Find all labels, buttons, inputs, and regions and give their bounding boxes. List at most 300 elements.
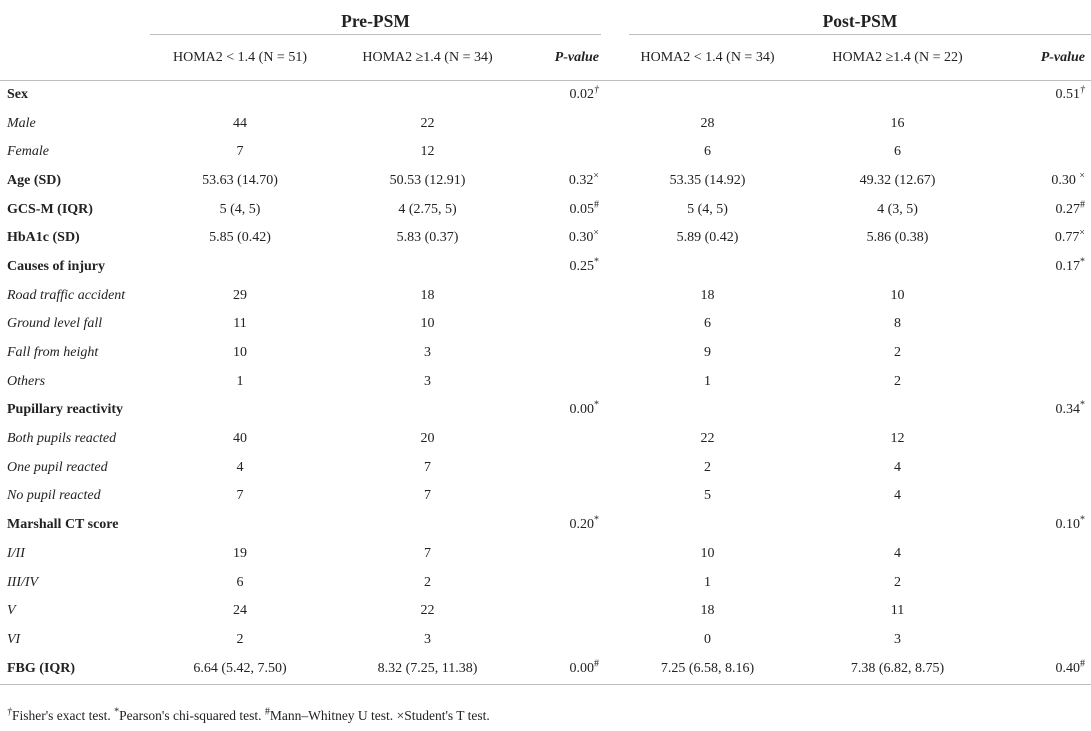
- cell-pre-pvalue: [525, 138, 615, 167]
- cell-pre-low: [150, 310, 330, 339]
- cell-post-low-text: 5 (4, 5): [687, 201, 728, 217]
- cell-post-low-text: 53.35 (14.92): [669, 172, 746, 188]
- cell-pre-low-text: 7: [236, 488, 244, 504]
- cell-post-low: [615, 626, 800, 655]
- cell-post-pvalue: [995, 310, 1091, 339]
- cell-pre-high: [330, 453, 525, 482]
- cell-post-low: [615, 511, 800, 540]
- cell-pre-low: [150, 224, 330, 253]
- cell-pre-low: [150, 367, 330, 396]
- cell-post-low: [615, 367, 800, 396]
- table-footnote: [7, 708, 490, 724]
- row-label: [0, 453, 150, 482]
- cell-post-pvalue: [995, 453, 1091, 482]
- row-label-text: I/II: [7, 545, 25, 561]
- cell-pre-high: [330, 396, 525, 425]
- cell-pre-low-text: 29: [233, 287, 247, 303]
- cell-post-high: [800, 109, 995, 138]
- cell-pre-high-text: 8.32 (7.25, 11.38): [377, 661, 478, 677]
- cell-pre-pvalue: [525, 597, 615, 626]
- cell-pre-low: [150, 138, 330, 167]
- cell-pre-high-text: 5.83 (0.37): [396, 230, 459, 246]
- table-row: [0, 109, 1091, 138]
- cross-mark: ×: [396, 708, 405, 723]
- cell-pre-pvalue: [525, 453, 615, 482]
- test-marker: ×: [593, 227, 599, 239]
- cell-post-low-text: 28: [700, 115, 715, 131]
- cell-post-pvalue: [995, 167, 1091, 196]
- cell-pre-low-text: 53.63 (14.70): [202, 172, 278, 188]
- cell-pre-low: [150, 453, 330, 482]
- cell-pre-pvalue-text: 0.02: [569, 87, 594, 103]
- cell-post-high: [800, 453, 995, 482]
- cell-pre-high-text: 7: [424, 488, 431, 504]
- row-label-text: Female: [7, 144, 49, 160]
- cell-pre-low: [150, 396, 330, 425]
- cell-post-low: [615, 654, 800, 685]
- cell-post-high-text: 8: [894, 316, 901, 332]
- cell-pre-high-text: 12: [420, 144, 435, 160]
- table-row: [0, 281, 1091, 310]
- mann-note: Mann–Whitney U test.: [269, 708, 397, 723]
- cell-pre-high: [330, 654, 525, 685]
- cell-post-low-text: 6: [704, 144, 711, 160]
- row-label: [0, 540, 150, 569]
- table-row: [0, 310, 1091, 339]
- cell-post-low-text: 5: [704, 488, 711, 504]
- cell-post-high-text: 16: [890, 115, 905, 131]
- table-row: [0, 367, 1091, 396]
- cell-post-low: [615, 396, 800, 425]
- cell-post-low: [615, 453, 800, 482]
- row-label: [0, 396, 150, 425]
- cell-pre-pvalue: [525, 253, 615, 282]
- cell-pre-pvalue: [525, 367, 615, 396]
- row-label-text: Sex: [7, 87, 28, 103]
- row-label-text: Causes of injury: [7, 258, 106, 274]
- row-label: [0, 626, 150, 655]
- cell-post-high-text: 7.38 (6.82, 8.75): [850, 661, 945, 677]
- cell-post-low: [615, 81, 800, 110]
- cell-pre-high-text: 4 (2.75, 5): [398, 201, 457, 217]
- row-label: [0, 81, 150, 110]
- cell-post-high: [800, 81, 995, 110]
- cell-pre-high: [330, 339, 525, 368]
- cell-post-high: [800, 654, 995, 685]
- cell-pre-high: [330, 224, 525, 253]
- cell-post-pvalue: [995, 339, 1091, 368]
- group-title-post: Post-PSM: [822, 11, 898, 31]
- table-row: [0, 597, 1091, 626]
- cell-pre-low-text: 7: [236, 144, 244, 160]
- cell-post-pvalue-text: 0.17: [1055, 258, 1081, 274]
- cell-pre-low: [150, 511, 330, 540]
- cell-post-low: [615, 568, 800, 597]
- cell-post-high-text: 49.32 (12.67): [859, 172, 936, 188]
- row-label: [0, 138, 150, 167]
- cell-pre-pvalue: [525, 654, 615, 685]
- cell-pre-pvalue: [525, 425, 615, 454]
- row-label-text: V: [7, 603, 16, 619]
- cell-pre-low: [150, 654, 330, 685]
- cell-pre-high-text: 7: [424, 459, 431, 475]
- cell-post-pvalue: [995, 482, 1091, 511]
- cell-pre-low: [150, 425, 330, 454]
- test-marker: #: [594, 198, 599, 210]
- cell-pre-high: [330, 109, 525, 138]
- row-label-text: III/IV: [7, 574, 39, 590]
- test-marker: #: [1080, 658, 1086, 670]
- cell-post-high: [800, 339, 995, 368]
- row-label-text: Others: [7, 373, 46, 389]
- cell-pre-low-text: 5 (4, 5): [219, 201, 261, 217]
- cell-pre-high-text: 22: [420, 603, 435, 619]
- dagger-mark: †: [7, 706, 12, 718]
- table-row: [0, 425, 1091, 454]
- cell-pre-pvalue: [525, 396, 615, 425]
- cell-pre-pvalue-text: 0.05: [569, 201, 594, 217]
- cell-post-high: [800, 310, 995, 339]
- cell-pre-low-text: 11: [233, 316, 247, 332]
- col-header-post-low: HOMA2 < 1.4 (N = 34): [640, 49, 775, 65]
- cell-post-high-text: 11: [890, 603, 905, 619]
- row-label: [0, 568, 150, 597]
- cell-pre-high: [330, 597, 525, 626]
- cell-pre-low: [150, 195, 330, 224]
- cell-pre-pvalue: [525, 540, 615, 569]
- cell-post-low: [615, 281, 800, 310]
- cell-post-high-text: 12: [890, 431, 905, 447]
- cell-pre-high: [330, 281, 525, 310]
- row-label-text: Road traffic accident: [7, 287, 126, 303]
- cell-post-high-text: 4 (3, 5): [877, 201, 918, 217]
- cell-post-low-text: 9: [704, 345, 711, 361]
- cell-post-low-text: 10: [700, 545, 715, 561]
- cell-pre-high: [330, 367, 525, 396]
- cell-post-high-text: 10: [890, 287, 905, 303]
- cell-post-high: [800, 396, 995, 425]
- test-marker: †: [1080, 84, 1086, 96]
- cell-pre-low: [150, 167, 330, 196]
- cell-post-pvalue-text: 0.40: [1055, 661, 1081, 677]
- cell-post-high: [800, 195, 995, 224]
- cell-pre-high: [330, 540, 525, 569]
- test-marker: *: [594, 514, 599, 526]
- cell-pre-low: [150, 482, 330, 511]
- test-marker: ×: [1079, 170, 1086, 182]
- col-header-post-high: HOMA2 ≥1.4 (N = 22): [832, 49, 963, 65]
- table-row: [0, 540, 1091, 569]
- cell-post-low: [615, 195, 800, 224]
- row-label-text: FBG (IQR): [7, 661, 76, 677]
- row-label: [0, 367, 150, 396]
- cell-pre-low: [150, 568, 330, 597]
- cell-pre-high: [330, 511, 525, 540]
- table-row: [0, 453, 1091, 482]
- cell-pre-pvalue-text: 0.30: [568, 230, 594, 246]
- cell-post-low: [615, 253, 800, 282]
- cell-pre-pvalue: [525, 482, 615, 511]
- cell-post-pvalue-text: 0.27: [1055, 201, 1081, 217]
- cell-pre-low-text: 6: [236, 574, 244, 590]
- cell-pre-pvalue-text: 0.20: [569, 517, 594, 533]
- cell-pre-pvalue-text: 0.00: [569, 661, 594, 677]
- cell-post-high-text: 3: [894, 631, 901, 647]
- cell-pre-high: [330, 626, 525, 655]
- cell-post-low: [615, 310, 800, 339]
- cell-pre-pvalue: [525, 167, 615, 196]
- table-row: [0, 568, 1091, 597]
- cell-pre-pvalue: [525, 81, 615, 110]
- cell-post-pvalue: [995, 626, 1091, 655]
- cell-pre-pvalue: [525, 224, 615, 253]
- cell-pre-low-text: 44: [233, 115, 247, 131]
- cell-post-pvalue-text: 0.10: [1055, 517, 1081, 533]
- col-header-post-pvalue: [995, 35, 1091, 81]
- cell-post-pvalue: [995, 540, 1091, 569]
- cell-post-high: [800, 367, 995, 396]
- corner-cell: [0, 0, 150, 35]
- cell-post-high: [800, 425, 995, 454]
- test-marker: †: [594, 84, 599, 96]
- col-header-pre-high: HOMA2 ≥1.4 (N = 34): [362, 49, 493, 65]
- table-row: [0, 654, 1091, 685]
- cell-post-high: [800, 597, 995, 626]
- cell-pre-high-text: 3: [424, 373, 431, 389]
- table-row: [0, 253, 1091, 282]
- cell-post-high: [800, 540, 995, 569]
- test-marker: ×: [1079, 227, 1086, 239]
- table-row: [0, 195, 1091, 224]
- cell-post-pvalue: [995, 109, 1091, 138]
- cell-pre-low: [150, 109, 330, 138]
- test-marker: ×: [593, 170, 599, 182]
- cell-pre-low-text: 24: [233, 603, 247, 619]
- cell-post-pvalue: [995, 195, 1091, 224]
- cell-post-pvalue: [995, 138, 1091, 167]
- cell-pre-high: [330, 482, 525, 511]
- pvalue-label: P-value: [1040, 49, 1086, 65]
- group-title-pre: Pre-PSM: [341, 11, 410, 31]
- cell-pre-low: [150, 253, 330, 282]
- cell-post-pvalue: [995, 597, 1091, 626]
- cell-pre-pvalue: [525, 109, 615, 138]
- cell-pre-low-text: 40: [233, 431, 247, 447]
- cell-pre-low-text: 1: [236, 373, 244, 389]
- cell-post-low-text: 18: [700, 287, 715, 303]
- cell-post-pvalue: [995, 224, 1091, 253]
- cell-pre-low: [150, 339, 330, 368]
- cell-pre-high-text: 3: [424, 631, 431, 647]
- test-marker: #: [1080, 198, 1086, 210]
- cell-post-high: [800, 281, 995, 310]
- cell-post-pvalue: [995, 253, 1091, 282]
- cell-post-low: [615, 540, 800, 569]
- cell-pre-high-text: 20: [420, 431, 435, 447]
- row-label-text: Age (SD): [7, 172, 62, 188]
- cell-post-high-text: 2: [894, 574, 901, 590]
- cell-post-high: [800, 138, 995, 167]
- cell-post-pvalue-text: 0.34: [1055, 402, 1081, 418]
- cell-post-low: [615, 597, 800, 626]
- row-label-text: Pupillary reactivity: [7, 402, 123, 418]
- row-label-text: HbA1c (SD): [7, 230, 80, 246]
- table-row: [0, 396, 1091, 425]
- cell-post-pvalue-text: 0.77: [1054, 230, 1080, 246]
- row-label: [0, 654, 150, 685]
- cell-post-pvalue: [995, 396, 1091, 425]
- cell-post-pvalue: [995, 81, 1091, 110]
- cell-pre-low: [150, 281, 330, 310]
- cell-pre-high: [330, 310, 525, 339]
- cell-pre-pvalue: [525, 310, 615, 339]
- cell-post-pvalue: [995, 654, 1091, 685]
- cell-post-high: [800, 224, 995, 253]
- row-label-text: Fall from height: [7, 345, 99, 361]
- row-label: [0, 511, 150, 540]
- cell-post-high: [800, 568, 995, 597]
- row-label-text: No pupil reacted: [7, 488, 101, 504]
- cell-pre-high: [330, 568, 525, 597]
- row-label: [0, 597, 150, 626]
- cell-pre-high-text: 2: [424, 574, 431, 590]
- table-body: [0, 81, 1091, 685]
- row-label-text: Male: [7, 115, 36, 131]
- group-header-row: [0, 0, 1091, 35]
- table-row: [0, 167, 1091, 196]
- cell-post-low-text: 7.25 (6.58, 8.16): [660, 661, 755, 677]
- cell-post-high-text: 6: [894, 144, 901, 160]
- cell-post-low-text: 0: [704, 631, 711, 647]
- cell-post-low-text: 1: [704, 373, 711, 389]
- student-note: Student's T test.: [404, 708, 490, 723]
- cell-pre-high: [330, 425, 525, 454]
- table-row: [0, 138, 1091, 167]
- cell-post-low-text: 18: [700, 603, 715, 619]
- cell-pre-low-text: 4: [236, 459, 244, 475]
- row-label: [0, 253, 150, 282]
- cell-post-pvalue: [995, 367, 1091, 396]
- group-header-post: [615, 0, 1091, 35]
- cell-post-low: [615, 425, 800, 454]
- cell-pre-high: [330, 253, 525, 282]
- cell-post-high: [800, 626, 995, 655]
- cell-post-high: [800, 482, 995, 511]
- pvalue-label: P-value: [554, 49, 599, 65]
- test-marker: #: [594, 658, 599, 670]
- cell-pre-pvalue: [525, 568, 615, 597]
- row-label: [0, 109, 150, 138]
- hash-mark: #: [264, 706, 270, 718]
- cell-pre-pvalue: [525, 339, 615, 368]
- cell-post-high-text: 5.86 (0.38): [866, 230, 929, 246]
- table-row: [0, 224, 1091, 253]
- row-label-text: One pupil reacted: [7, 459, 108, 475]
- row-label: [0, 195, 150, 224]
- cell-pre-high-text: 50.53 (12.91): [389, 172, 466, 188]
- cell-post-pvalue: [995, 568, 1091, 597]
- cell-post-pvalue: [995, 281, 1091, 310]
- cell-pre-pvalue-text: 0.25: [569, 258, 594, 274]
- cell-pre-high-text: 22: [420, 115, 435, 131]
- row-label: [0, 167, 150, 196]
- cell-post-low-text: 6: [704, 316, 711, 332]
- cell-post-low: [615, 482, 800, 511]
- table-row: [0, 511, 1091, 540]
- cell-post-low: [615, 224, 800, 253]
- cell-post-high: [800, 167, 995, 196]
- cell-pre-low-text: 5.85 (0.42): [209, 230, 271, 246]
- cell-post-pvalue: [995, 425, 1091, 454]
- cell-pre-low: [150, 540, 330, 569]
- cell-pre-pvalue: [525, 626, 615, 655]
- cell-post-low-text: 5.89 (0.42): [676, 230, 739, 246]
- cell-post-high-text: 4: [894, 459, 901, 475]
- table-row: [0, 81, 1091, 110]
- row-label: [0, 224, 150, 253]
- row-label-text: Both pupils reacted: [7, 431, 117, 447]
- cell-pre-pvalue: [525, 195, 615, 224]
- cell-pre-high: [330, 167, 525, 196]
- cell-pre-pvalue-text: 0.00: [569, 402, 594, 418]
- cell-post-pvalue: [995, 511, 1091, 540]
- cell-pre-high-text: 18: [420, 287, 435, 303]
- test-marker: *: [594, 399, 599, 411]
- cell-pre-low-text: 10: [233, 345, 247, 361]
- col-header-pre-low: HOMA2 < 1.4 (N = 51): [172, 49, 307, 65]
- cell-post-low-text: 2: [704, 459, 711, 475]
- row-label: [0, 281, 150, 310]
- cell-pre-pvalue: [525, 281, 615, 310]
- cell-post-high-text: 4: [894, 545, 901, 561]
- column-header-row: [0, 35, 1091, 81]
- test-marker: *: [1080, 399, 1086, 411]
- cell-post-low-text: 22: [700, 431, 715, 447]
- cell-post-low: [615, 138, 800, 167]
- table-row: [0, 482, 1091, 511]
- cell-pre-high-text: 7: [424, 545, 431, 561]
- cell-pre-low-text: 6.64 (5.42, 7.50): [193, 661, 287, 677]
- cell-pre-low: [150, 597, 330, 626]
- col-header-pre-pvalue: [525, 35, 615, 81]
- cell-post-low: [615, 167, 800, 196]
- cell-post-low-text: 1: [704, 574, 711, 590]
- test-marker: *: [1080, 256, 1086, 268]
- cell-pre-high-text: 3: [424, 345, 431, 361]
- row-label: [0, 310, 150, 339]
- cell-post-high-text: 2: [894, 373, 901, 389]
- cell-post-high: [800, 511, 995, 540]
- cell-pre-low: [150, 626, 330, 655]
- cell-post-high-text: 4: [894, 488, 901, 504]
- label-column-header: [0, 35, 150, 81]
- test-marker: *: [594, 256, 599, 268]
- row-label: [0, 425, 150, 454]
- fisher-note: Fisher's exact test.: [12, 708, 115, 723]
- cell-pre-low-text: 2: [236, 631, 244, 647]
- cell-post-high: [800, 253, 995, 282]
- cell-post-high-text: 2: [894, 345, 901, 361]
- cell-pre-pvalue: [525, 511, 615, 540]
- row-label-text: Ground level fall: [7, 316, 103, 332]
- cell-pre-high: [330, 195, 525, 224]
- row-label: [0, 482, 150, 511]
- row-label-text: Marshall CT score: [7, 517, 119, 533]
- cell-post-pvalue-text: 0.51: [1055, 87, 1081, 103]
- cell-post-pvalue-text: 0.30: [1051, 172, 1080, 188]
- table-row: [0, 339, 1091, 368]
- cell-pre-high-text: 10: [420, 316, 435, 332]
